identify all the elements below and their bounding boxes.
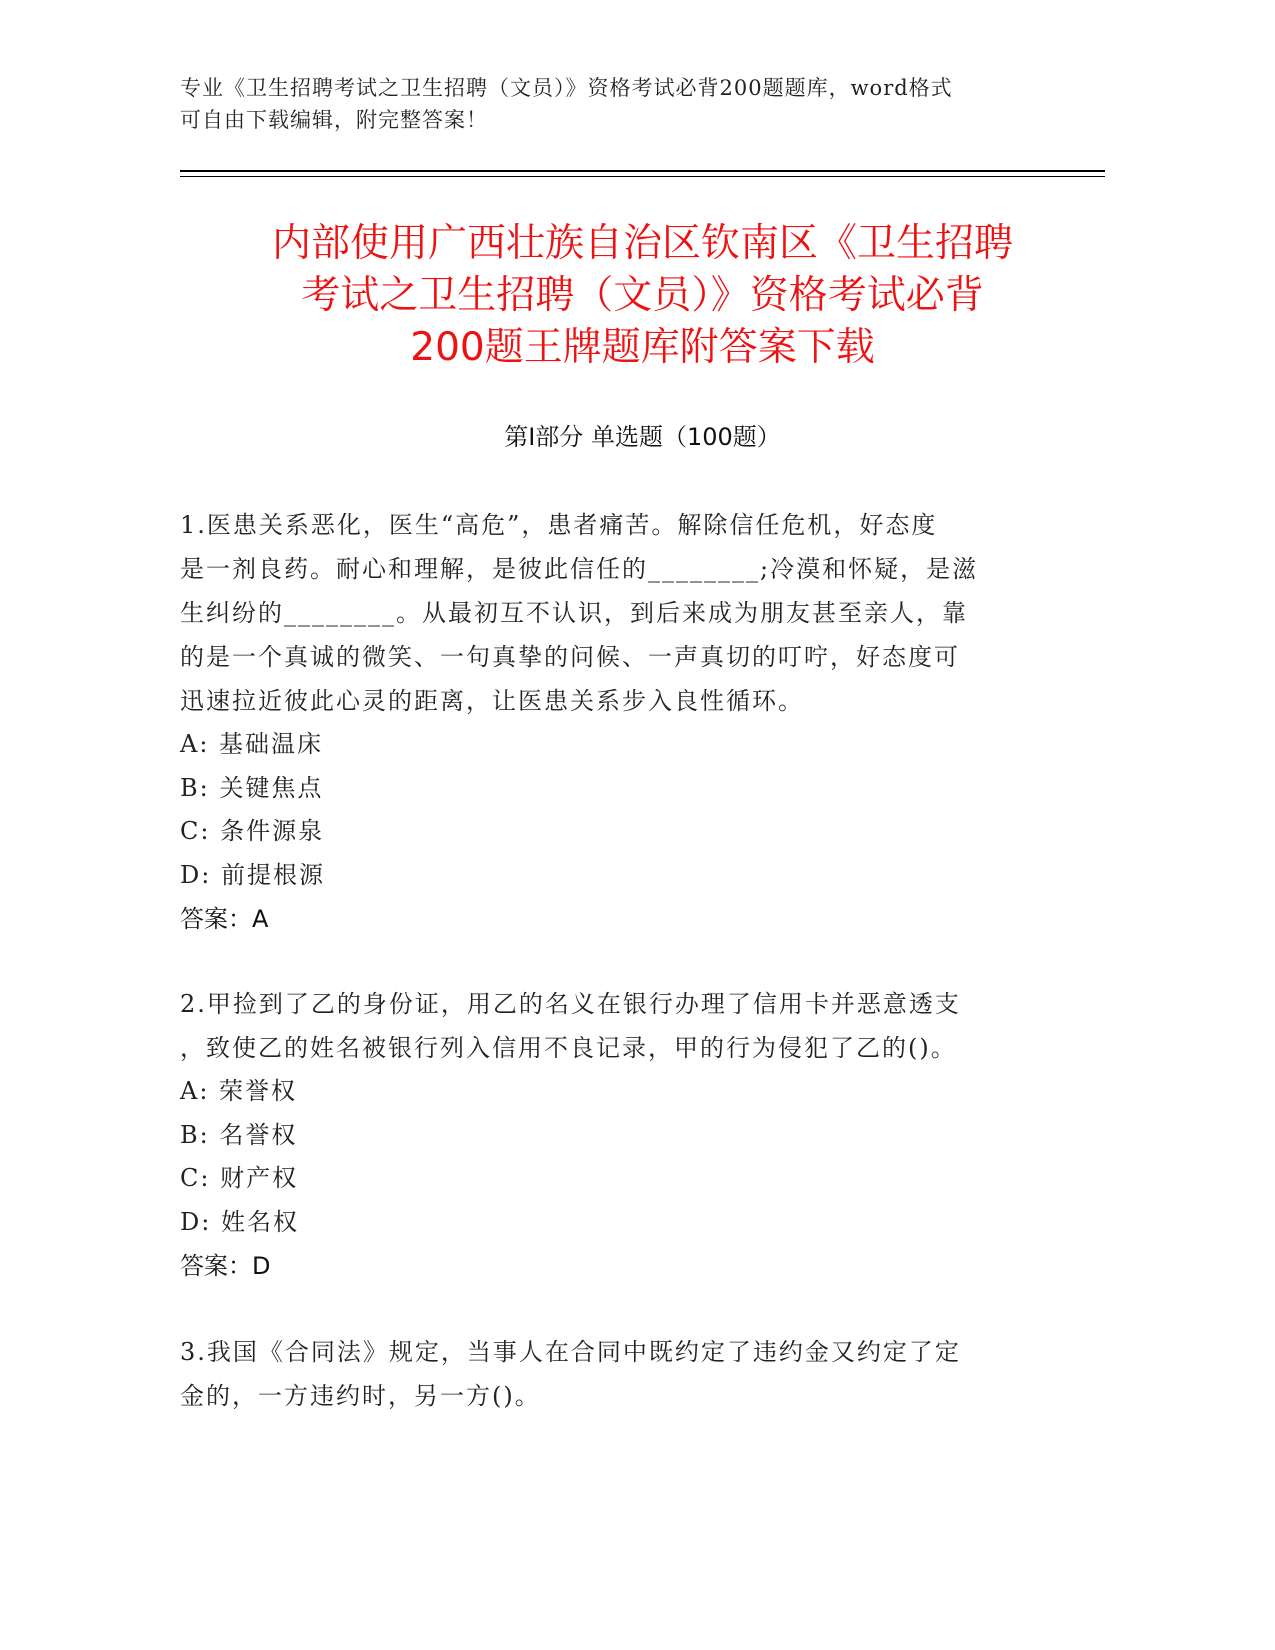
question-text-line: 是一剂良药。耐心和理解，是彼此信任的________;冷漠和怀疑，是滋 [180, 555, 979, 583]
header-note-line: 专业《卫生招聘考试之卫生招聘（文员）》资格考试必背200题题库，word格式 [180, 76, 953, 100]
header-divider-thick [180, 170, 1105, 172]
question-3 [180, 1330, 1040, 1418]
header-note [180, 72, 1040, 136]
title-line: 200题王牌题库附答案下载 [410, 325, 875, 370]
option-c: C: 条件源泉 [180, 817, 325, 845]
answer: 答案：D [180, 1252, 271, 1280]
question-text-line: 迅速拉近彼此心灵的距离，让医患关系步入良性循环。 [180, 687, 804, 715]
question-text-line: 金的，一方违约时，另一方()。 [180, 1382, 541, 1410]
option-b: B: 名誉权 [180, 1120, 298, 1149]
option-d: D: 姓名权 [180, 1207, 299, 1236]
option-d: D: 前提根源 [180, 860, 325, 889]
option-b: B: 关键焦点 [180, 773, 324, 802]
question-2 [180, 982, 1040, 1288]
question-text-line: 的是一个真诚的微笑、一句真挚的问候、一声真切的叮咛，好态度可 [180, 643, 960, 671]
answer: 答案：A [180, 905, 269, 933]
question-1 [180, 503, 1040, 941]
title-line: 内部使用广西壮族自治区钦南区《卫生招聘 [271, 221, 1013, 266]
option-a: A: 基础温床 [180, 730, 324, 758]
section-heading: 第Ⅰ部分 单选题（100题） [504, 423, 781, 451]
document-title [180, 218, 1105, 374]
question-text-line: 2.甲捡到了乙的身份证，用乙的名义在银行办理了信用卡并恶意透支 [180, 990, 961, 1018]
question-text-line: 生纠纷的________。从最初互不认识，到后来成为朋友甚至亲人，靠 [180, 599, 968, 627]
option-c: C: 财产权 [180, 1164, 299, 1192]
question-text-line: 3.我国《合同法》规定，当事人在合同中既约定了违约金又约定了定 [180, 1338, 961, 1366]
question-text-line: ，致使乙的姓名被银行列入信用不良记录，甲的行为侵犯了乙的()。 [180, 1034, 957, 1062]
title-line: 考试之卫生招聘（文员）》资格考试必背 [301, 273, 984, 318]
header-divider-thin [180, 176, 1105, 177]
option-a: A: 荣誉权 [180, 1077, 298, 1105]
header-note-line: 可自由下载编辑，附完整答案！ [180, 108, 488, 132]
question-text-line: 1.医患关系恶化，医生“高危”，患者痛苦。解除信任危机，好态度 [180, 511, 938, 539]
